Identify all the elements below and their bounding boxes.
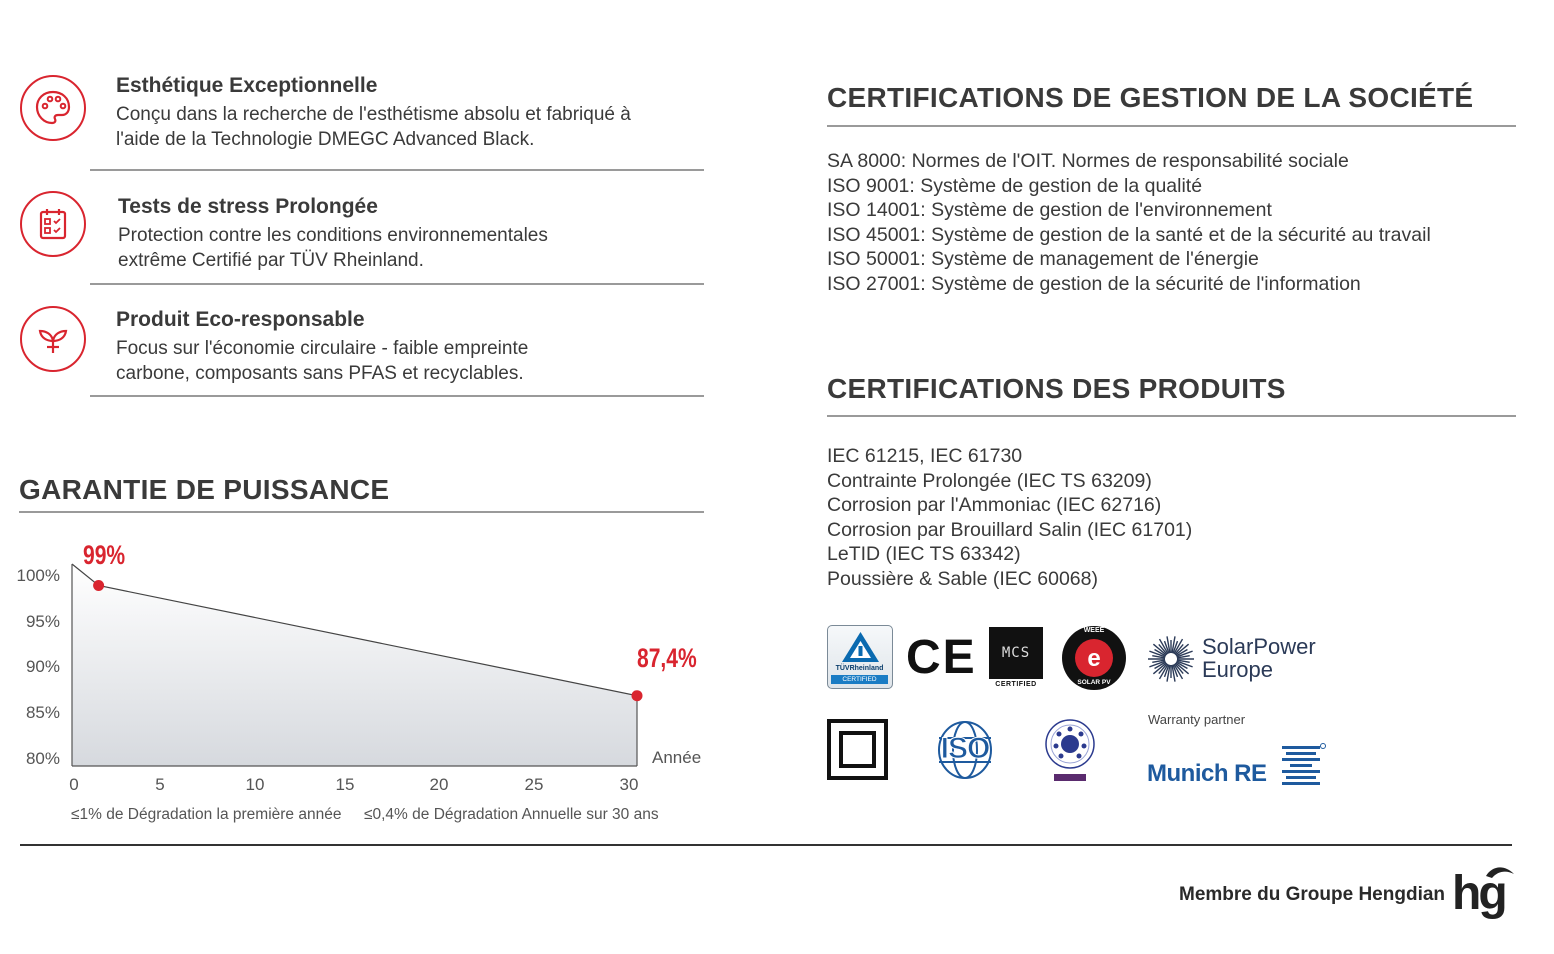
svg-text:e: e (1087, 645, 1101, 672)
solarpower-text: SolarPower (1202, 634, 1316, 659)
y-tick-label: 80% (25, 749, 60, 768)
feature-description-line: Conçu dans la recherche de l'esthétisme absolu et fabriqué à (116, 104, 631, 125)
data-label-end: 87,4% (637, 643, 697, 673)
feature-description-line: l'aide de la Technologie DMEGC Advanced Black. (116, 129, 535, 150)
y-tick-label: 95% (25, 612, 60, 631)
tuv-rheinland-logo (827, 625, 893, 689)
data-point (632, 690, 643, 701)
mcs-mark: MCS (989, 627, 1043, 679)
product-certs-heading: CERTIFICATIONS DES PRODUITS (827, 373, 1286, 404)
list-item: ISO 50001: Système de management de l'énergie (827, 248, 1259, 271)
class-ii-double-insulation-logo (827, 719, 888, 780)
list-item: ISO 27001: Système de gestion de la sécurité de l'information (827, 272, 1361, 295)
feature-description-line: Protection contre les conditions environnementales (118, 225, 548, 246)
tuv-certified-badge: CERTIFIED (831, 675, 888, 684)
x-tick-label: 10 (245, 775, 265, 794)
y-tick-label: 85% (25, 703, 60, 722)
feature-title: Tests de stress Prolongée (118, 195, 378, 218)
list-item: Contrainte Prolongée (IEC TS 63209) (827, 469, 1152, 492)
iso-logo (929, 718, 1001, 782)
company-certs-list (827, 149, 1431, 297)
warranty-partner-text: Warranty partner (1148, 712, 1246, 727)
munich-re-text: Munich RE (1147, 760, 1267, 787)
x-axis-label: Année (652, 748, 702, 767)
list-item: ISO 45001: Système de gestion de la santé et de la sécurité au travail (827, 223, 1431, 246)
x-tick-label: 0 (69, 775, 79, 794)
footer-divider (20, 844, 1512, 846)
x-tick-label: 30 (619, 775, 639, 794)
feature-title: Produit Eco-responsable (116, 308, 365, 331)
munich-re-emblem-icon (1280, 742, 1326, 788)
y-tick-label: 90% (25, 657, 60, 676)
chart-area (72, 564, 637, 766)
tuv-triangle-icon (829, 629, 892, 667)
mcs-certified: CERTIFIED (995, 681, 1037, 688)
weee-top-text: WEEE (1083, 627, 1105, 634)
accreditation-seal-icon (1043, 716, 1097, 784)
hengdian-logo-text: hg (1452, 867, 1505, 920)
x-tick-label: 15 (335, 775, 355, 794)
product-certs-list (827, 444, 1192, 592)
weee-solar-pv-logo (1060, 625, 1128, 691)
divider (827, 125, 1516, 127)
accreditation-seal-logo (1043, 716, 1097, 784)
inner-square (839, 731, 876, 768)
solarpower-europe-logo (1146, 632, 1336, 686)
munich-re-logo (1145, 712, 1340, 792)
list-item: Corrosion par Brouillard Salin (IEC 61701) (827, 518, 1193, 541)
list-item: Corrosion par l'Ammoniac (IEC 62716) (827, 494, 1162, 517)
divider (827, 415, 1516, 417)
x-tick-label: 5 (155, 775, 165, 794)
feature-description-line: Focus sur l'économie circulaire - faible empreinte (116, 338, 529, 359)
sunburst-icon (1146, 634, 1196, 684)
feature-description-line: extrême Certifié par TÜV Rheinland. (118, 250, 424, 271)
list-item: Poussière & Sable (IEC 60068) (827, 567, 1098, 590)
tuv-name: TÜVRheinland (835, 665, 884, 672)
iso-text: ISO (940, 732, 990, 765)
y-tick-label: 100% (16, 566, 60, 585)
feature-description-line: carbone, composants sans PFAS et recyclables. (116, 363, 524, 384)
degradation-note-first-year: ≤1% de Dégradation la première année (71, 806, 342, 823)
x-tick-label: 20 (429, 775, 449, 794)
hengdian-logo (1452, 862, 1518, 928)
weee-bottom-text: SOLAR PV (1077, 679, 1111, 686)
mcs-logo (989, 627, 1043, 689)
ce-mark-logo: CE (906, 631, 977, 684)
x-tick-label: 25 (524, 775, 544, 794)
warranty-heading: GARANTIE DE PUISSANCE (19, 474, 390, 505)
list-item: ISO 9001: Système de gestion de la qualité (827, 174, 1203, 197)
list-item: LeTID (IEC TS 63342) (827, 543, 1021, 566)
degradation-note-annual: ≤0,4% de Dégradation Annuelle sur 30 ans (364, 806, 659, 823)
chart-plot (0, 0, 720, 800)
list-item: SA 8000: Normes de l'OIT. Normes de responsabilité sociale (827, 150, 1349, 172)
data-label-start: 99% (83, 540, 126, 570)
europe-text: Europe (1202, 657, 1273, 682)
list-item: ISO 14001: Système de gestion de l'environnement (827, 199, 1272, 222)
feature-title: Esthétique Exceptionnelle (116, 74, 378, 97)
group-member-text: Membre du Groupe Hengdian (1179, 884, 1446, 905)
data-point (93, 580, 104, 591)
company-certs-heading: CERTIFICATIONS DE GESTION DE LA SOCIÉTÉ (827, 82, 1474, 113)
list-item: IEC 61215, IEC 61730 (827, 445, 1023, 467)
